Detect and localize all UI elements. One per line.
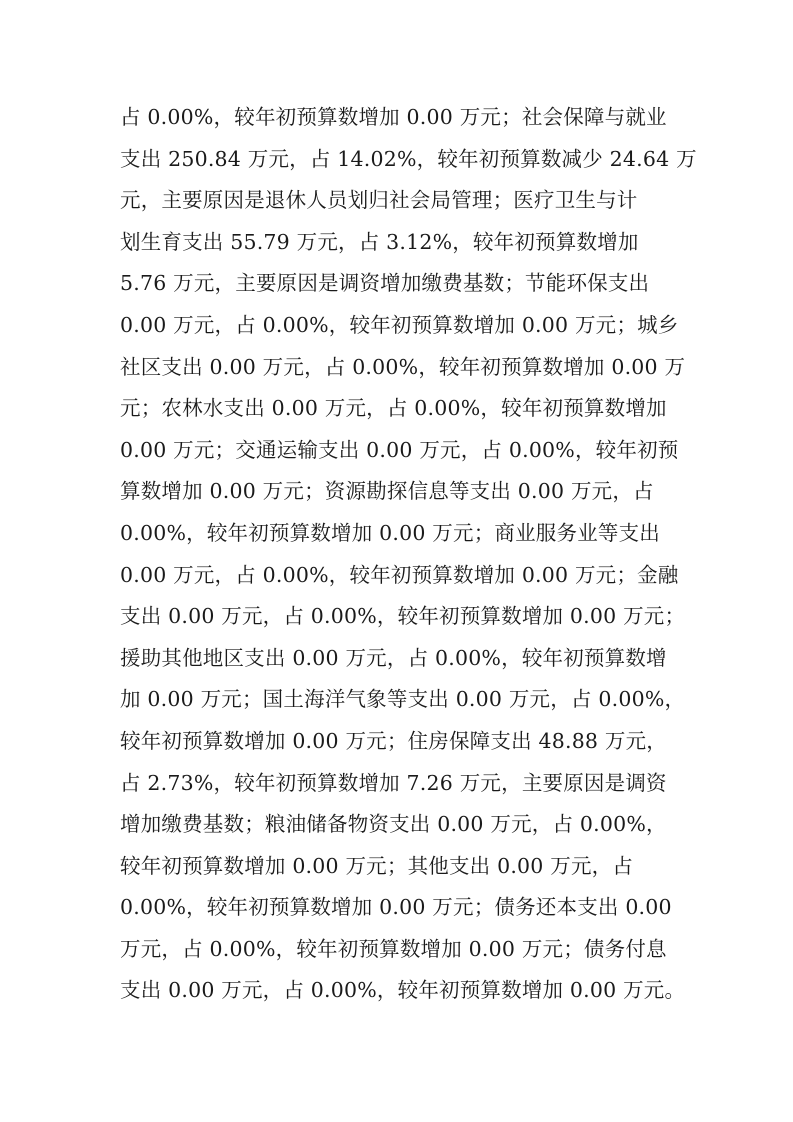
text-line-8: 元；农林水支出 0.00 万元，占 0.00%，较年初预算数增加 — [120, 396, 667, 421]
text-line-15: 加 0.00 万元；国土海洋气象等支出 0.00 万元，占 0.00%， — [120, 687, 686, 712]
text-line-4: 划生育支出 55.79 万元，占 3.12%，较年初预算数增加 — [120, 229, 639, 254]
text-line-17: 占 2.73%，较年初预算数增加 7.26 万元，主要原因是调资 — [120, 770, 667, 795]
text-line-9: 0.00 万元；交通运输支出 0.00 万元，占 0.00%，较年初预 — [120, 437, 679, 462]
text-line-14: 援助其他地区支出 0.00 万元，占 0.00%，较年初预算数增 — [120, 645, 667, 670]
text-line-12: 0.00 万元，占 0.00%，较年初预算数增加 0.00 万元；金融 — [120, 562, 679, 587]
text-line-1: 占 0.00%，较年初预算数增加 0.00 万元；社会保障与就业 — [120, 105, 667, 129]
text-line-21: 万元，占 0.00%，较年初预算数增加 0.00 万元；债务付息 — [120, 936, 667, 961]
text-line-22: 支出 0.00 万元，占 0.00%，较年初预算数增加 0.00 万元。 — [120, 978, 686, 1003]
body-paragraph — [120, 97, 700, 1012]
text-line-16: 较年初预算数增加 0.00 万元；住房保障支出 48.88 万元， — [120, 728, 667, 753]
text-line-11: 0.00%，较年初预算数增加 0.00 万元；商业服务业等支出 — [120, 520, 660, 545]
text-line-5: 5.76 万元，主要原因是调资增加缴费基数；节能环保支出 — [120, 271, 650, 296]
text-line-19: 较年初预算数增加 0.00 万元；其他支出 0.00 万元，占 — [120, 853, 634, 878]
text-line-7: 社区支出 0.00 万元，占 0.00%，较年初预算数增加 0.00 万 — [120, 354, 686, 379]
text-line-3: 元，主要原因是退休人员划归社会局管理；医疗卫生与计 — [120, 188, 638, 213]
text-line-10: 算数增加 0.00 万元；资源勘探信息等支出 0.00 万元，占 — [120, 479, 654, 504]
text-line-13: 支出 0.00 万元，占 0.00%，较年初预算数增加 0.00 万元； — [120, 604, 686, 629]
text-line-6: 0.00 万元，占 0.00%，较年初预算数增加 0.00 万元；城乡 — [120, 312, 679, 337]
text-line-20: 0.00%，较年初预算数增加 0.00 万元；债务还本支出 0.00 — [120, 895, 672, 920]
text-line-18: 增加缴费基数；粮油储备物资支出 0.00 万元，占 0.00%， — [120, 812, 667, 837]
text-line-2: 支出 250.84 万元，占 14.02%，较年初预算数减少 24.64 万 — [120, 146, 697, 171]
